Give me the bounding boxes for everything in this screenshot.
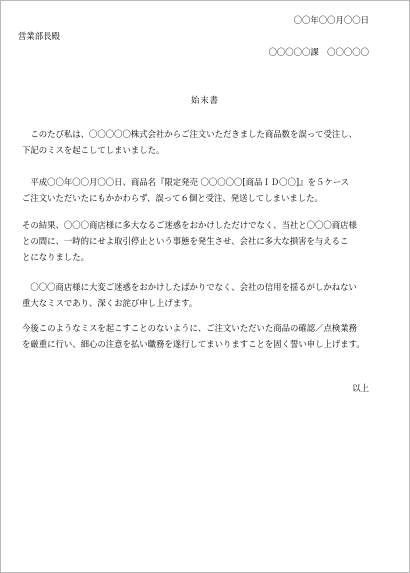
paragraph-2	[22, 174, 392, 206]
paragraph-line: とになりました。	[22, 252, 89, 262]
paragraph-5	[22, 320, 392, 352]
sender: 〇〇〇〇〇課 〇〇〇〇〇	[268, 47, 369, 57]
paragraph-line: ご注文いただいたにもかかわらず、誤って６個と受注、発送してしまいました。	[22, 193, 323, 203]
document-title: 始末書	[190, 95, 220, 105]
recipient: 営業部長殿	[18, 31, 60, 41]
paragraph-line: 平成〇〇年〇〇月〇〇日、商品名『限定発売 〇〇〇〇〇[商品ＩＤ〇〇]』を５ケース	[22, 177, 350, 187]
paragraph-line: 今後このようなミスを起こすことのないように、ご注文いただいた商品の確認／点検業務	[22, 323, 357, 333]
document-date: 〇〇年〇〇月〇〇日	[293, 15, 369, 25]
closing-remark: 以上	[352, 383, 369, 393]
paragraph-line: このたび私は、〇〇〇〇〇株式会社からご注文いただきました商品数を誤って受注し、	[22, 129, 357, 139]
paragraph-line: その結果、〇〇〇商店様に多大なるご迷惑をおかけしただけでなく、当社と〇〇〇商店様	[22, 220, 357, 230]
paragraph-line: 重大なミスであり、深くお詫び申し上げます。	[22, 298, 198, 308]
paragraph-line: 〇〇〇商店様に大変ご迷惑をおかけしたばかりでなく、会社の信用を揺るがしかねない	[22, 282, 357, 292]
paragraph-1	[22, 126, 392, 158]
paragraph-line: 下記のミスを起こしてしまいました。	[22, 145, 165, 155]
paragraph-3	[22, 217, 392, 265]
paragraph-line: を厳重に行い、細心の注意を払い職務を遂行してまいりますことを固く誓い申し上げます。	[22, 339, 365, 349]
paragraph-4	[22, 279, 392, 311]
paragraph-line: との間に、一時的にせよ取引停止という事態を発生させ、会社に多大な損害を与えるこ	[22, 236, 349, 246]
